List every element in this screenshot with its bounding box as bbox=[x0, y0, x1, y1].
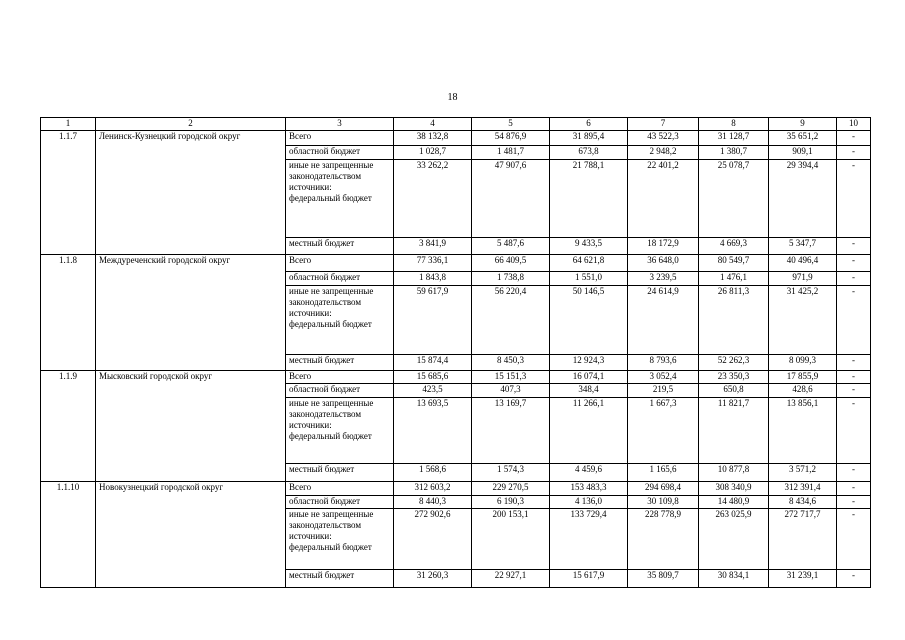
value-cell: 1 165,6 bbox=[628, 464, 699, 482]
value-cell: 153 483,3 bbox=[550, 482, 628, 496]
value-cell: 133 729,4 bbox=[550, 509, 628, 570]
column-10-cell: - bbox=[837, 570, 871, 588]
value-cell: 11 821,7 bbox=[699, 398, 769, 464]
value-cell: 909,1 bbox=[769, 146, 837, 160]
value-cell: 1 574,3 bbox=[472, 464, 550, 482]
district-name-cell: Мысковский городской округ bbox=[96, 371, 286, 482]
value-cell: 263 025,9 bbox=[699, 509, 769, 570]
value-cell: 407,3 bbox=[472, 384, 550, 398]
value-cell: 8 434,6 bbox=[769, 496, 837, 509]
funding-source-label: иные не запрещенные законодательством источники: федеральный бюджет bbox=[286, 398, 394, 464]
funding-source-label: областной бюджет bbox=[286, 272, 394, 286]
table-row bbox=[41, 371, 871, 384]
value-cell: 4 459,6 bbox=[550, 464, 628, 482]
value-cell: 13 169,7 bbox=[472, 398, 550, 464]
value-cell: 15 151,3 bbox=[472, 371, 550, 384]
value-cell: 43 522,3 bbox=[628, 131, 699, 146]
value-cell: 8 793,6 bbox=[628, 355, 699, 371]
value-cell: 31 260,3 bbox=[394, 570, 472, 588]
value-cell: 52 262,3 bbox=[699, 355, 769, 371]
header-cell: 7 bbox=[628, 118, 699, 131]
value-cell: 14 480,9 bbox=[699, 496, 769, 509]
value-cell: 31 239,1 bbox=[769, 570, 837, 588]
header-cell: 10 bbox=[837, 118, 871, 131]
value-cell: 50 146,5 bbox=[550, 286, 628, 355]
header-cell: 8 bbox=[699, 118, 769, 131]
column-10-cell: - bbox=[837, 464, 871, 482]
header-row bbox=[41, 118, 871, 131]
value-cell: 77 336,1 bbox=[394, 255, 472, 272]
value-cell: 36 648,0 bbox=[628, 255, 699, 272]
value-cell: 12 924,3 bbox=[550, 355, 628, 371]
funding-source-label: иные не запрещенные законодательством источники: федеральный бюджет bbox=[286, 509, 394, 570]
value-cell: 31 895,4 bbox=[550, 131, 628, 146]
value-cell: 11 266,1 bbox=[550, 398, 628, 464]
value-cell: 29 394,4 bbox=[769, 160, 837, 238]
value-cell: 18 172,9 bbox=[628, 238, 699, 255]
district-name-cell: Новокузнецкий городской округ bbox=[96, 482, 286, 588]
value-cell: 1 380,7 bbox=[699, 146, 769, 160]
column-10-cell: - bbox=[837, 482, 871, 496]
header-cell: 4 bbox=[394, 118, 472, 131]
column-10-cell: - bbox=[837, 146, 871, 160]
value-cell: 3 239,5 bbox=[628, 272, 699, 286]
header-cell: 9 bbox=[769, 118, 837, 131]
funding-source-label: областной бюджет bbox=[286, 384, 394, 398]
value-cell: 229 270,5 bbox=[472, 482, 550, 496]
funding-source-label: местный бюджет bbox=[286, 570, 394, 588]
district-name-cell: Ленинск-Кузнецкий городской округ bbox=[96, 131, 286, 255]
column-10-cell: - bbox=[837, 160, 871, 238]
value-cell: 8 099,3 bbox=[769, 355, 837, 371]
value-cell: 56 220,4 bbox=[472, 286, 550, 355]
column-10-cell: - bbox=[837, 286, 871, 355]
value-cell: 312 603,2 bbox=[394, 482, 472, 496]
value-cell: 47 907,6 bbox=[472, 160, 550, 238]
value-cell: 30 109,8 bbox=[628, 496, 699, 509]
value-cell: 35 651,2 bbox=[769, 131, 837, 146]
item-number-cell: 1.1.7 bbox=[41, 131, 96, 255]
table-row bbox=[41, 482, 871, 496]
funding-source-label: Всего bbox=[286, 371, 394, 384]
value-cell: 13 693,5 bbox=[394, 398, 472, 464]
funding-source-label: областной бюджет bbox=[286, 496, 394, 509]
value-cell: 228 778,9 bbox=[628, 509, 699, 570]
value-cell: 272 717,7 bbox=[769, 509, 837, 570]
header-cell: 1 bbox=[41, 118, 96, 131]
value-cell: 423,5 bbox=[394, 384, 472, 398]
value-cell: 6 190,3 bbox=[472, 496, 550, 509]
district-name-cell: Междуреченский городской округ bbox=[96, 255, 286, 371]
funding-source-label: иные не запрещенные законодательством источники: федеральный бюджет bbox=[286, 160, 394, 238]
value-cell: 1 481,7 bbox=[472, 146, 550, 160]
value-cell: 17 855,9 bbox=[769, 371, 837, 384]
column-10-cell: - bbox=[837, 398, 871, 464]
value-cell: 308 340,9 bbox=[699, 482, 769, 496]
item-number-cell: 1.1.8 bbox=[41, 255, 96, 371]
page-number: 18 bbox=[447, 92, 458, 103]
value-cell: 31 128,7 bbox=[699, 131, 769, 146]
value-cell: 23 350,3 bbox=[699, 371, 769, 384]
funding-source-label: областной бюджет bbox=[286, 146, 394, 160]
value-cell: 15 685,6 bbox=[394, 371, 472, 384]
value-cell: 22 401,2 bbox=[628, 160, 699, 238]
value-cell: 21 788,1 bbox=[550, 160, 628, 238]
value-cell: 1 476,1 bbox=[699, 272, 769, 286]
value-cell: 15 617,9 bbox=[550, 570, 628, 588]
value-cell: 80 549,7 bbox=[699, 255, 769, 272]
value-cell: 428,6 bbox=[769, 384, 837, 398]
value-cell: 2 948,2 bbox=[628, 146, 699, 160]
budget-table bbox=[40, 117, 871, 588]
value-cell: 22 927,1 bbox=[472, 570, 550, 588]
column-10-cell: - bbox=[837, 509, 871, 570]
value-cell: 1 667,3 bbox=[628, 398, 699, 464]
column-10-cell: - bbox=[837, 255, 871, 272]
value-cell: 24 614,9 bbox=[628, 286, 699, 355]
value-cell: 13 856,1 bbox=[769, 398, 837, 464]
value-cell: 5 487,6 bbox=[472, 238, 550, 255]
funding-source-label: местный бюджет bbox=[286, 355, 394, 371]
value-cell: 25 078,7 bbox=[699, 160, 769, 238]
funding-source-label: иные не запрещенные законодательством источники: федеральный бюджет bbox=[286, 286, 394, 355]
value-cell: 10 877,8 bbox=[699, 464, 769, 482]
column-10-cell: - bbox=[837, 355, 871, 371]
value-cell: 31 425,2 bbox=[769, 286, 837, 355]
funding-source-label: местный бюджет bbox=[286, 464, 394, 482]
value-cell: 8 440,3 bbox=[394, 496, 472, 509]
value-cell: 33 262,2 bbox=[394, 160, 472, 238]
value-cell: 348,4 bbox=[550, 384, 628, 398]
table-row bbox=[41, 131, 871, 146]
value-cell: 4 136,0 bbox=[550, 496, 628, 509]
value-cell: 1 738,8 bbox=[472, 272, 550, 286]
header-cell: 5 bbox=[472, 118, 550, 131]
column-10-cell: - bbox=[837, 131, 871, 146]
value-cell: 66 409,5 bbox=[472, 255, 550, 272]
funding-source-label: местный бюджет bbox=[286, 238, 394, 255]
value-cell: 40 496,4 bbox=[769, 255, 837, 272]
value-cell: 3 571,2 bbox=[769, 464, 837, 482]
value-cell: 1 551,0 bbox=[550, 272, 628, 286]
value-cell: 1 568,6 bbox=[394, 464, 472, 482]
value-cell: 1 028,7 bbox=[394, 146, 472, 160]
header-cell: 3 bbox=[286, 118, 394, 131]
value-cell: 16 074,1 bbox=[550, 371, 628, 384]
funding-source-label: Всего bbox=[286, 131, 394, 146]
value-cell: 673,8 bbox=[550, 146, 628, 160]
value-cell: 26 811,3 bbox=[699, 286, 769, 355]
value-cell: 4 669,3 bbox=[699, 238, 769, 255]
value-cell: 971,9 bbox=[769, 272, 837, 286]
column-10-cell: - bbox=[837, 272, 871, 286]
item-number-cell: 1.1.9 bbox=[41, 371, 96, 482]
item-number-cell: 1.1.10 bbox=[41, 482, 96, 588]
column-10-cell: - bbox=[837, 384, 871, 398]
value-cell: 9 433,5 bbox=[550, 238, 628, 255]
value-cell: 59 617,9 bbox=[394, 286, 472, 355]
value-cell: 294 698,4 bbox=[628, 482, 699, 496]
column-10-cell: - bbox=[837, 371, 871, 384]
value-cell: 200 153,1 bbox=[472, 509, 550, 570]
value-cell: 1 843,8 bbox=[394, 272, 472, 286]
value-cell: 3 841,9 bbox=[394, 238, 472, 255]
value-cell: 54 876,9 bbox=[472, 131, 550, 146]
column-10-cell: - bbox=[837, 238, 871, 255]
funding-source-label: Всего bbox=[286, 482, 394, 496]
value-cell: 219,5 bbox=[628, 384, 699, 398]
value-cell: 64 621,8 bbox=[550, 255, 628, 272]
header-cell: 2 bbox=[96, 118, 286, 131]
table-row bbox=[41, 255, 871, 272]
value-cell: 38 132,8 bbox=[394, 131, 472, 146]
column-10-cell: - bbox=[837, 496, 871, 509]
value-cell: 8 450,3 bbox=[472, 355, 550, 371]
value-cell: 650,8 bbox=[699, 384, 769, 398]
value-cell: 5 347,7 bbox=[769, 238, 837, 255]
value-cell: 15 874,4 bbox=[394, 355, 472, 371]
value-cell: 272 902,6 bbox=[394, 509, 472, 570]
funding-source-label: Всего bbox=[286, 255, 394, 272]
value-cell: 3 052,4 bbox=[628, 371, 699, 384]
value-cell: 35 809,7 bbox=[628, 570, 699, 588]
value-cell: 312 391,4 bbox=[769, 482, 837, 496]
value-cell: 30 834,1 bbox=[699, 570, 769, 588]
header-cell: 6 bbox=[550, 118, 628, 131]
